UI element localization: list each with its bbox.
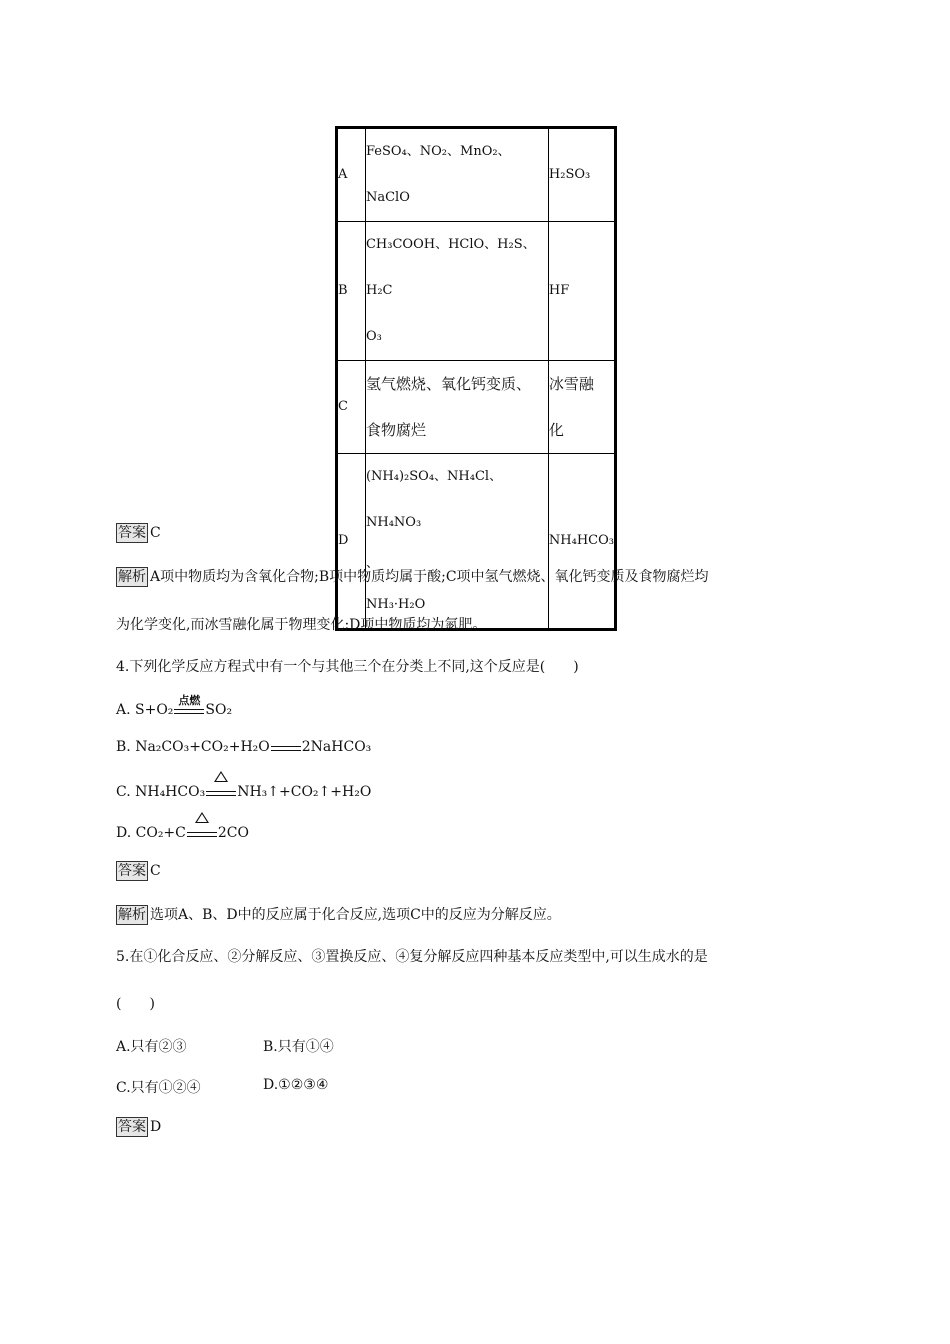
q5-option-b: B.只有①④ [263,1039,334,1055]
row-substances: FeSO₄、NO₂、MnO₂、NaClO [365,128,548,222]
answer-tag: 答案 [118,863,146,879]
table-row [337,128,616,222]
row-odd-one: HF [548,222,615,361]
row-label: B [337,222,366,361]
row-substances: (NH₄)₂SO₄、NH₄Cl、NH₄NO₃ 、 NH₃·H₂O [365,454,548,630]
row-odd-one: NH₄HCO₃ [548,454,615,630]
row-label: D [337,454,366,630]
heat-triangle-icon [187,828,217,838]
analysis-text: A项中物质均为含氧化合物;B项中物质均属于酸;C项中氢气燃烧、氧化钙变质及食物腐烂均 [150,569,709,585]
analysis-text: 选项A、B、D中的反应属于化合反应,选项C中的反应为分解反应。 [150,907,561,923]
q3-answer [116,523,161,543]
heat-triangle-icon [206,787,236,797]
answer-tag: 答案 [118,525,146,541]
q5-option-d: D.①②③④ [263,1077,329,1093]
table-row [337,361,616,454]
options-table [335,126,617,631]
q4-stem: 4.下列化学反应方程式中有一个与其他三个在分类上不同,这个反应是( ) [116,659,579,675]
answer-tag: 答案 [118,1119,146,1135]
equals-sign [271,742,301,752]
reaction-condition-arrow: 点燃 [174,705,204,715]
q4-answer [116,861,161,881]
q5-paren: ( ) [116,996,155,1012]
q4-option-d: D. CO₂+C 2CO [116,825,249,841]
answer-value: C [150,525,161,541]
row-substances: CH₃COOH、HClO、H₂S、H₂C O₃ [365,222,548,361]
q4-option-c: C. NH₄HCO₃ NH₃↑+CO₂↑+H₂O [116,784,371,800]
table-row [337,222,616,361]
table-row [337,454,616,630]
analysis-tag: 解析 [118,907,146,923]
row-substances: 氢气燃烧、氧化钙变质、 食物腐烂 [365,361,548,454]
q3-analysis [116,566,709,587]
row-odd-one: 冰雪融 化 [548,361,615,454]
q4-option-b: B. Na₂CO₃+CO₂+H₂O 2NaHCO₃ [116,739,372,755]
q5-stem: 5.在①化合反应、②分解反应、③置换反应、④复分解反应四种基本反应类型中,可以生成水的是 [116,949,708,965]
analysis-tag: 解析 [118,569,146,585]
row-odd-one: H₂SO₃ [548,128,615,222]
q5-answer [116,1117,161,1137]
q5-option-c: C.只有①②④ [116,1080,201,1096]
q3-analysis-cont: 为化学变化,而冰雪融化属于物理变化;D项中物质均为氮肥。 [116,617,487,633]
q4-analysis [116,904,561,925]
q4-option-a: A. S+O₂ 点燃 SO₂ [116,694,233,718]
answer-value: D [150,1119,162,1135]
q5-option-a: A.只有②③ [116,1039,187,1055]
row-label: C [337,361,366,454]
row-label: A [337,128,366,222]
answer-value: C [150,863,161,879]
